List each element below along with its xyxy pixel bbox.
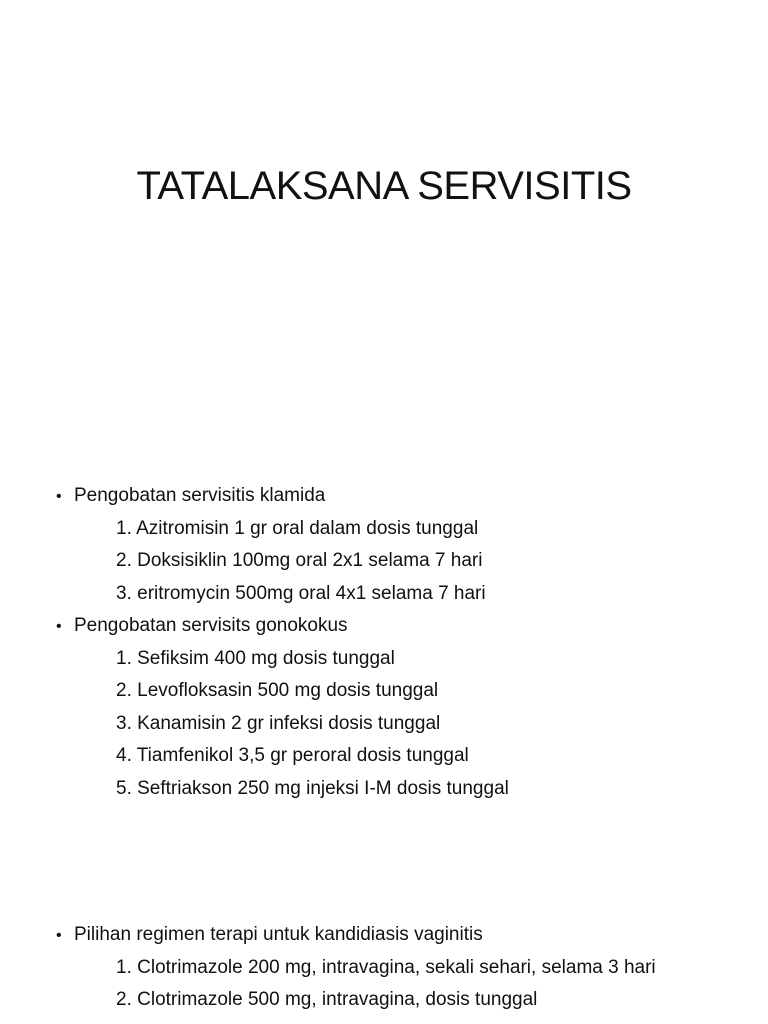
bullet-heading-text: Pengobatan servisits gonokokus — [74, 615, 348, 636]
bullet-heading-text: Pilihan regimen terapi untuk kandidiasis vaginitis — [74, 924, 483, 945]
list-item: 4. Tiamfenikol 3,5 gr peroral dosis tunggal — [116, 745, 469, 766]
bullet-icon: • — [56, 618, 62, 635]
list-item: 2. Doksisiklin 100mg oral 2x1 selama 7 hari — [116, 550, 483, 571]
bullet-heading-text: Pengobatan servisitis klamida — [74, 485, 326, 506]
list-item: 2. Clotrimazole 500 mg, intravagina, dosis tunggal — [116, 989, 538, 1010]
list-item: 3. eritromycin 500mg oral 4x1 selama 7 hari — [116, 582, 486, 604]
list-item: 2. Levofloksasin 500 mg dosis tunggal — [116, 680, 439, 701]
list-item: 1. Clotrimazole 200 mg, intravagina, sekali sehari, selama 3 hari — [116, 956, 656, 978]
treatment-list-secondary — [56, 919, 756, 1017]
bullet-heading — [56, 480, 756, 513]
bullet-icon: • — [56, 927, 62, 944]
bullet-icon: • — [56, 488, 62, 505]
list-item: 1. Azitromisin 1 gr oral dalam dosis tunggal — [116, 517, 479, 539]
list-item: 3. Kanamisin 2 gr infeksi dosis tunggal — [116, 712, 441, 734]
slide-title: TATALAKSANA SERVISITIS — [136, 164, 632, 208]
bullet-heading — [56, 610, 756, 643]
bullet-heading — [56, 919, 756, 952]
treatment-list-primary — [56, 480, 756, 805]
list-item: 1. Sefiksim 400 mg dosis tunggal — [116, 647, 395, 669]
list-item: 5. Seftriakson 250 mg injeksi I-M dosis tunggal — [116, 777, 509, 799]
